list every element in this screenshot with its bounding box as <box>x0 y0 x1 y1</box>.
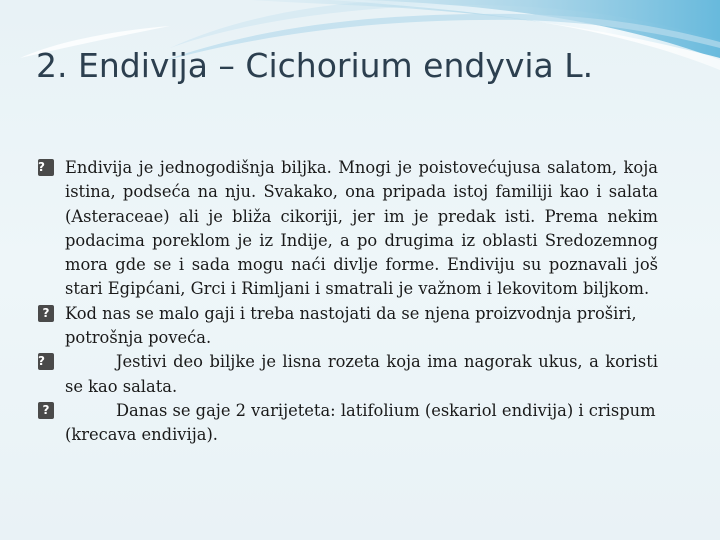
slide-body <box>38 156 658 448</box>
bullet-icon: ? <box>38 402 54 419</box>
paragraph-text: Jestivi deo biljke je lisna rozeta koja ima nagorak ukus, a koristi se kao salata. <box>65 352 658 396</box>
bullet-icon: ? <box>38 305 54 322</box>
bullet-paragraph-3 <box>38 350 658 399</box>
paragraph-text: Kod nas se malo gaji i treba nastojati da se njena proizvodnja proširi, potrošnja poveća. <box>65 303 637 348</box>
bullet-paragraph-4 <box>38 399 658 448</box>
paragraph-text: Danas se gaje 2 varijeteta: latifolium (eskariol endivija) i crispum (krecava endivija). <box>65 400 656 445</box>
paragraph-text: Endivija je jednogodišnja biljka. Mnogi je poistovećujusa salatom, koja istina, podseća na nju. Svakako, ona pripada istoj familiji kao i salata (Asteraceae) ali je bliža cikoriji, jer im je predak isti. Prema nekim podacima poreklom je iz Indije, a po drugima iz oblasti Sredozemnog mora gde se i sada mogu naći divlje forme. Endiviju su poznavali još stari Egipćani, Grci i Rimljani i smatrali je važnom i lekovitom biljkom. <box>65 158 658 299</box>
bullet-icon: ? <box>38 353 54 370</box>
bullet-paragraph-1 <box>38 156 658 302</box>
bullet-icon: ? <box>38 159 54 176</box>
slide-title: 2. Endivija – Cichorium endyvia L. <box>36 46 594 85</box>
bullet-paragraph-2 <box>38 302 658 351</box>
